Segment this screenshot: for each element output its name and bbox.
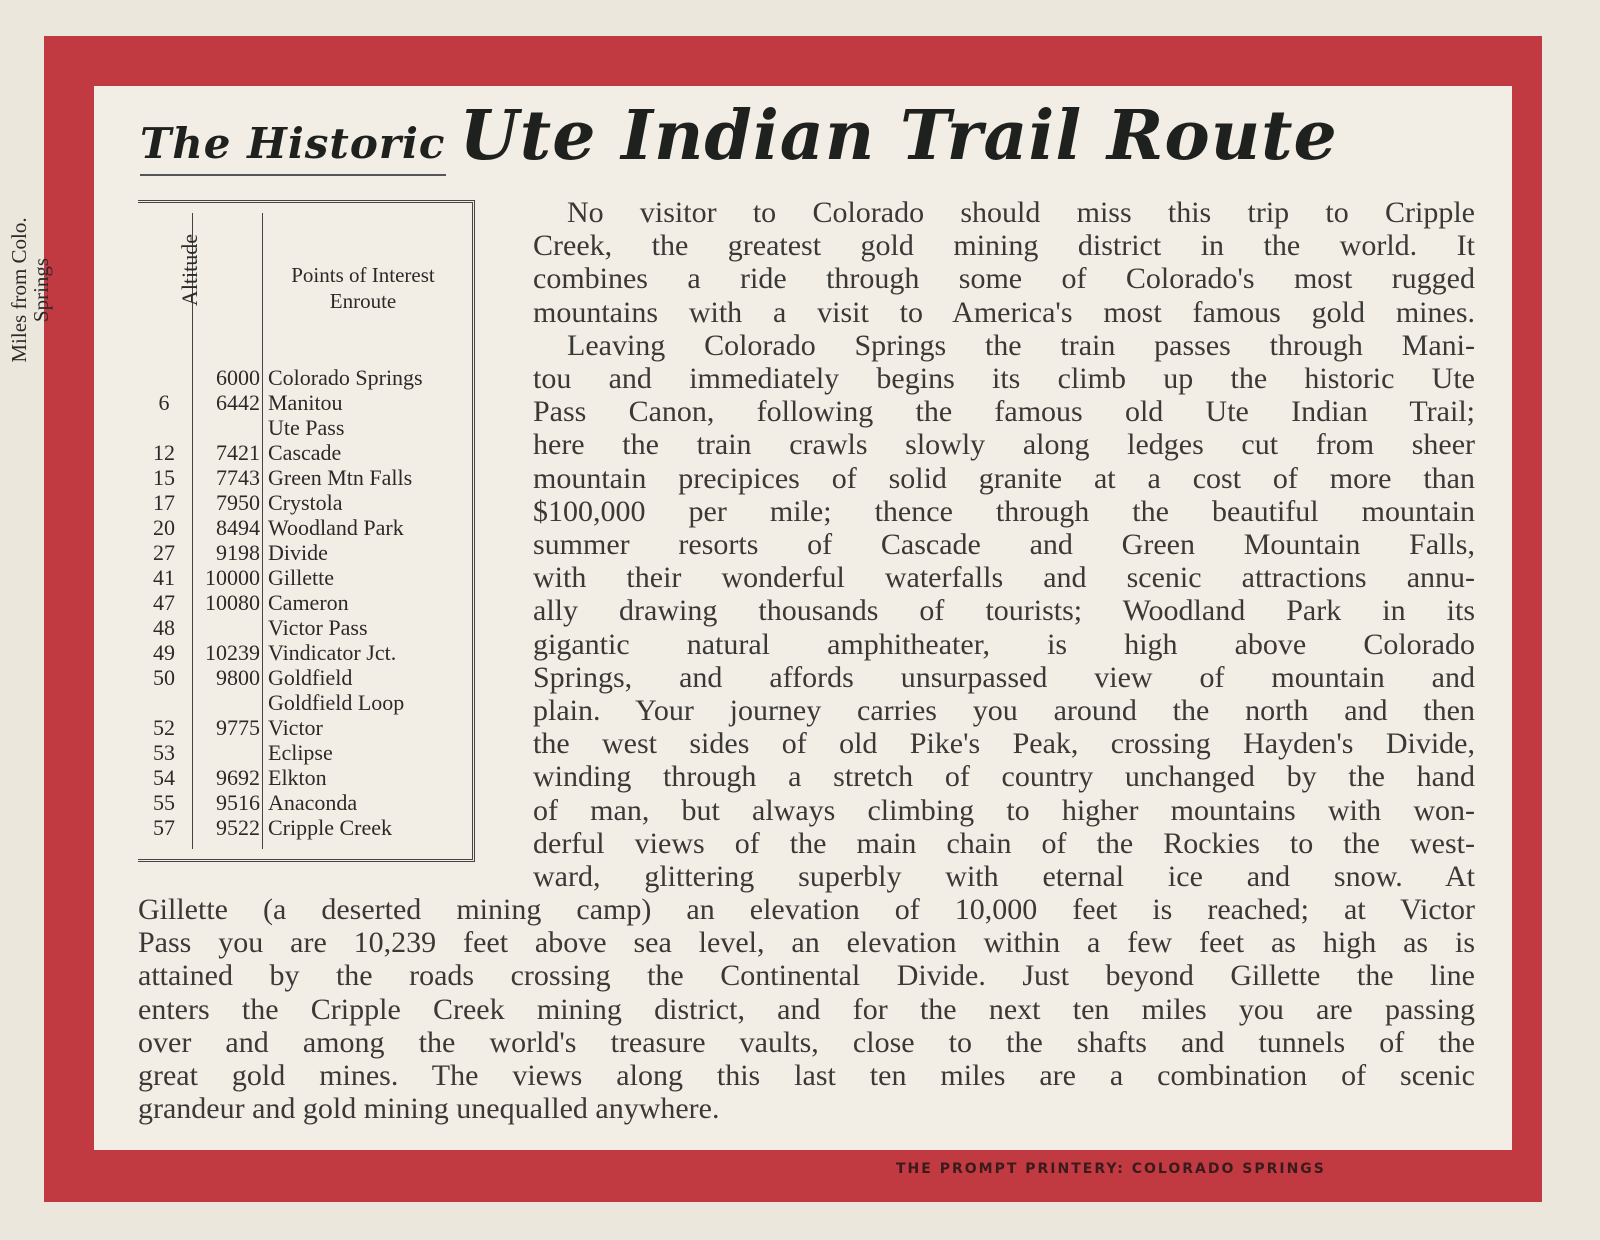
text-line: gigantic natural amphitheater, is high above Colorado bbox=[533, 627, 1475, 661]
table-row bbox=[140, 790, 470, 815]
row-name: Cameron bbox=[268, 590, 349, 615]
row-name: Cripple Creek bbox=[268, 815, 393, 840]
row-name: Cascade bbox=[268, 440, 342, 465]
row-miles: 52 bbox=[153, 715, 175, 740]
row-altitude bbox=[188, 690, 264, 715]
row-miles bbox=[140, 690, 188, 715]
header-altitude: Altitude bbox=[177, 233, 202, 307]
text-line: ally drawing thousands of tourists; Woodland Park in its bbox=[533, 594, 1475, 628]
row-altitude: 9692 bbox=[216, 765, 260, 790]
text-line: $100,000 per mile; thence through the beautiful mountain bbox=[533, 494, 1475, 528]
row-altitude bbox=[188, 415, 264, 440]
row-miles bbox=[140, 415, 188, 440]
text-line: mountains with a visit to America's most famous gold mines. bbox=[533, 295, 1475, 329]
text-line: Gillette (a deserted mining camp) an elevation of 10,000 feet is reached; at Victor bbox=[138, 893, 1475, 926]
row-altitude: 9198 bbox=[216, 540, 260, 565]
table-row bbox=[140, 440, 470, 465]
row-altitude bbox=[188, 740, 264, 765]
header-points-of-interest: Points of Interest Enroute bbox=[291, 263, 435, 313]
table-row bbox=[140, 565, 470, 590]
row-name: Elkton bbox=[268, 765, 327, 790]
row-altitude: 9775 bbox=[216, 715, 260, 740]
row-miles: 53 bbox=[153, 740, 175, 765]
row-name: Divide bbox=[268, 540, 328, 565]
text-line: the west sides of old Pike's Peak, crossing Hayden's Divide, bbox=[533, 727, 1475, 761]
row-miles: 49 bbox=[153, 640, 175, 665]
row-name: Crystola bbox=[268, 490, 343, 515]
row-name: Goldfield Loop bbox=[268, 690, 405, 715]
title-main: Ute Indian Trail Route bbox=[459, 96, 1338, 176]
row-altitude: 6442 bbox=[216, 390, 260, 415]
row-altitude: 9800 bbox=[216, 665, 260, 690]
row-altitude bbox=[188, 615, 264, 640]
table-row bbox=[140, 640, 470, 665]
text-line: Creek, the greatest gold mining district in the world. It bbox=[533, 229, 1475, 263]
table-row bbox=[140, 390, 470, 415]
text-line: great gold mines. The views along this last ten miles are a combination of scenic bbox=[138, 1059, 1475, 1093]
body-text-right-column bbox=[533, 196, 1475, 893]
table-row bbox=[140, 590, 470, 615]
row-name: Anaconda bbox=[268, 790, 358, 815]
row-altitude: 10000 bbox=[205, 565, 260, 590]
title-prefix: The Historic bbox=[140, 119, 446, 176]
row-name: Vindicator Jct. bbox=[268, 640, 397, 665]
row-miles bbox=[140, 365, 188, 390]
text-line: enters the Cripple Creek mining district, and for the next ten miles you are passing bbox=[138, 992, 1475, 1026]
row-name: Manitou bbox=[268, 390, 343, 415]
row-miles: 6 bbox=[158, 390, 170, 415]
row-miles: 55 bbox=[153, 790, 175, 815]
text-line: of man, but always climbing to higher mountains with won- bbox=[533, 793, 1475, 827]
text-line: over and among the world's treasure vaults, close to the shafts and tunnels of the bbox=[138, 1025, 1475, 1059]
row-miles: 47 bbox=[153, 590, 175, 615]
text-line: Pass you are 10,239 feet above sea level, an elevation within a few feet as high as is bbox=[138, 926, 1475, 960]
text-line: plain. Your journey carries you around the north and then bbox=[533, 694, 1475, 728]
row-miles: 27 bbox=[153, 540, 175, 565]
text-line: derful views of the main chain of the Rockies to the west- bbox=[533, 826, 1475, 860]
table-row bbox=[140, 365, 470, 390]
table-row bbox=[140, 815, 470, 840]
header-miles: Miles from Colo. Springs bbox=[7, 217, 53, 363]
row-miles: 20 bbox=[153, 515, 175, 540]
table-row bbox=[140, 490, 470, 515]
table-row bbox=[140, 465, 470, 490]
row-name: Green Mtn Falls bbox=[268, 465, 413, 490]
row-miles: 17 bbox=[153, 490, 175, 515]
row-altitude: 6000 bbox=[216, 365, 260, 390]
text-line: tou and immediately begins its climb up the historic Ute bbox=[533, 362, 1475, 396]
row-altitude: 9516 bbox=[216, 790, 260, 815]
table-row bbox=[140, 665, 470, 690]
text-line: Springs, and affords unsurpassed view of mountain and bbox=[533, 660, 1475, 694]
row-altitude: 8494 bbox=[216, 515, 260, 540]
row-name: Woodland Park bbox=[268, 515, 404, 540]
table-row bbox=[140, 415, 470, 440]
row-name: Ute Pass bbox=[268, 415, 345, 440]
row-altitude: 7743 bbox=[216, 465, 260, 490]
text-line: ward, glittering superbly with eternal ice and snow. At bbox=[533, 860, 1475, 894]
table-rows bbox=[140, 365, 470, 840]
row-altitude: 9522 bbox=[216, 815, 260, 840]
text-line: Leaving Colorado Springs the train passes through Mani- bbox=[567, 328, 1475, 362]
row-name: Goldfield bbox=[268, 665, 353, 690]
table-row bbox=[140, 765, 470, 790]
row-altitude: 7950 bbox=[216, 490, 260, 515]
body-text-full-width bbox=[138, 893, 1475, 1125]
text-line: summer resorts of Cascade and Green Mountain Falls, bbox=[533, 528, 1475, 562]
row-miles: 41 bbox=[153, 565, 175, 590]
text-line: combines a ride through some of Colorado's most rugged bbox=[533, 262, 1475, 296]
row-miles: 12 bbox=[153, 440, 175, 465]
row-altitude: 10239 bbox=[205, 640, 260, 665]
table-row bbox=[140, 715, 470, 740]
row-name: Colorado Springs bbox=[268, 365, 423, 390]
row-miles: 15 bbox=[153, 465, 175, 490]
text-line: attained by the roads crossing the Continental Divide. Just beyond Gillette the line bbox=[138, 959, 1475, 993]
row-miles: 50 bbox=[153, 665, 175, 690]
row-altitude: 7421 bbox=[216, 440, 260, 465]
table-row bbox=[140, 690, 470, 715]
text-line: winding through a stretch of country unchanged by the hand bbox=[533, 760, 1475, 794]
row-name: Gillette bbox=[268, 565, 334, 590]
text-line: mountain precipices of solid granite at a cost of more than bbox=[533, 461, 1475, 495]
row-name: Victor Pass bbox=[268, 615, 368, 640]
row-miles: 48 bbox=[153, 615, 175, 640]
text-line: Pass Canon, following the famous old Ute Indian Trail; bbox=[533, 395, 1475, 429]
text-line: No visitor to Colorado should miss this trip to Cripple bbox=[567, 196, 1475, 229]
row-miles: 57 bbox=[153, 815, 175, 840]
text-line: with their wonderful waterfalls and scenic attractions annu- bbox=[533, 561, 1475, 595]
row-name: Eclipse bbox=[268, 740, 333, 765]
table-row bbox=[140, 515, 470, 540]
row-altitude: 10080 bbox=[205, 590, 260, 615]
text-line: grandeur and gold mining unequalled anywhere. bbox=[138, 1092, 720, 1126]
table-row bbox=[140, 740, 470, 765]
text-line: here the train crawls slowly along ledges cut from sheer bbox=[533, 428, 1475, 462]
table-row bbox=[140, 615, 470, 640]
printer-credit: THE PROMPT PRINTERY: COLORADO SPRINGS bbox=[896, 1161, 1326, 1177]
table-row bbox=[140, 540, 470, 565]
row-miles: 54 bbox=[153, 765, 175, 790]
title bbox=[140, 86, 1480, 176]
row-name: Victor bbox=[268, 715, 323, 740]
